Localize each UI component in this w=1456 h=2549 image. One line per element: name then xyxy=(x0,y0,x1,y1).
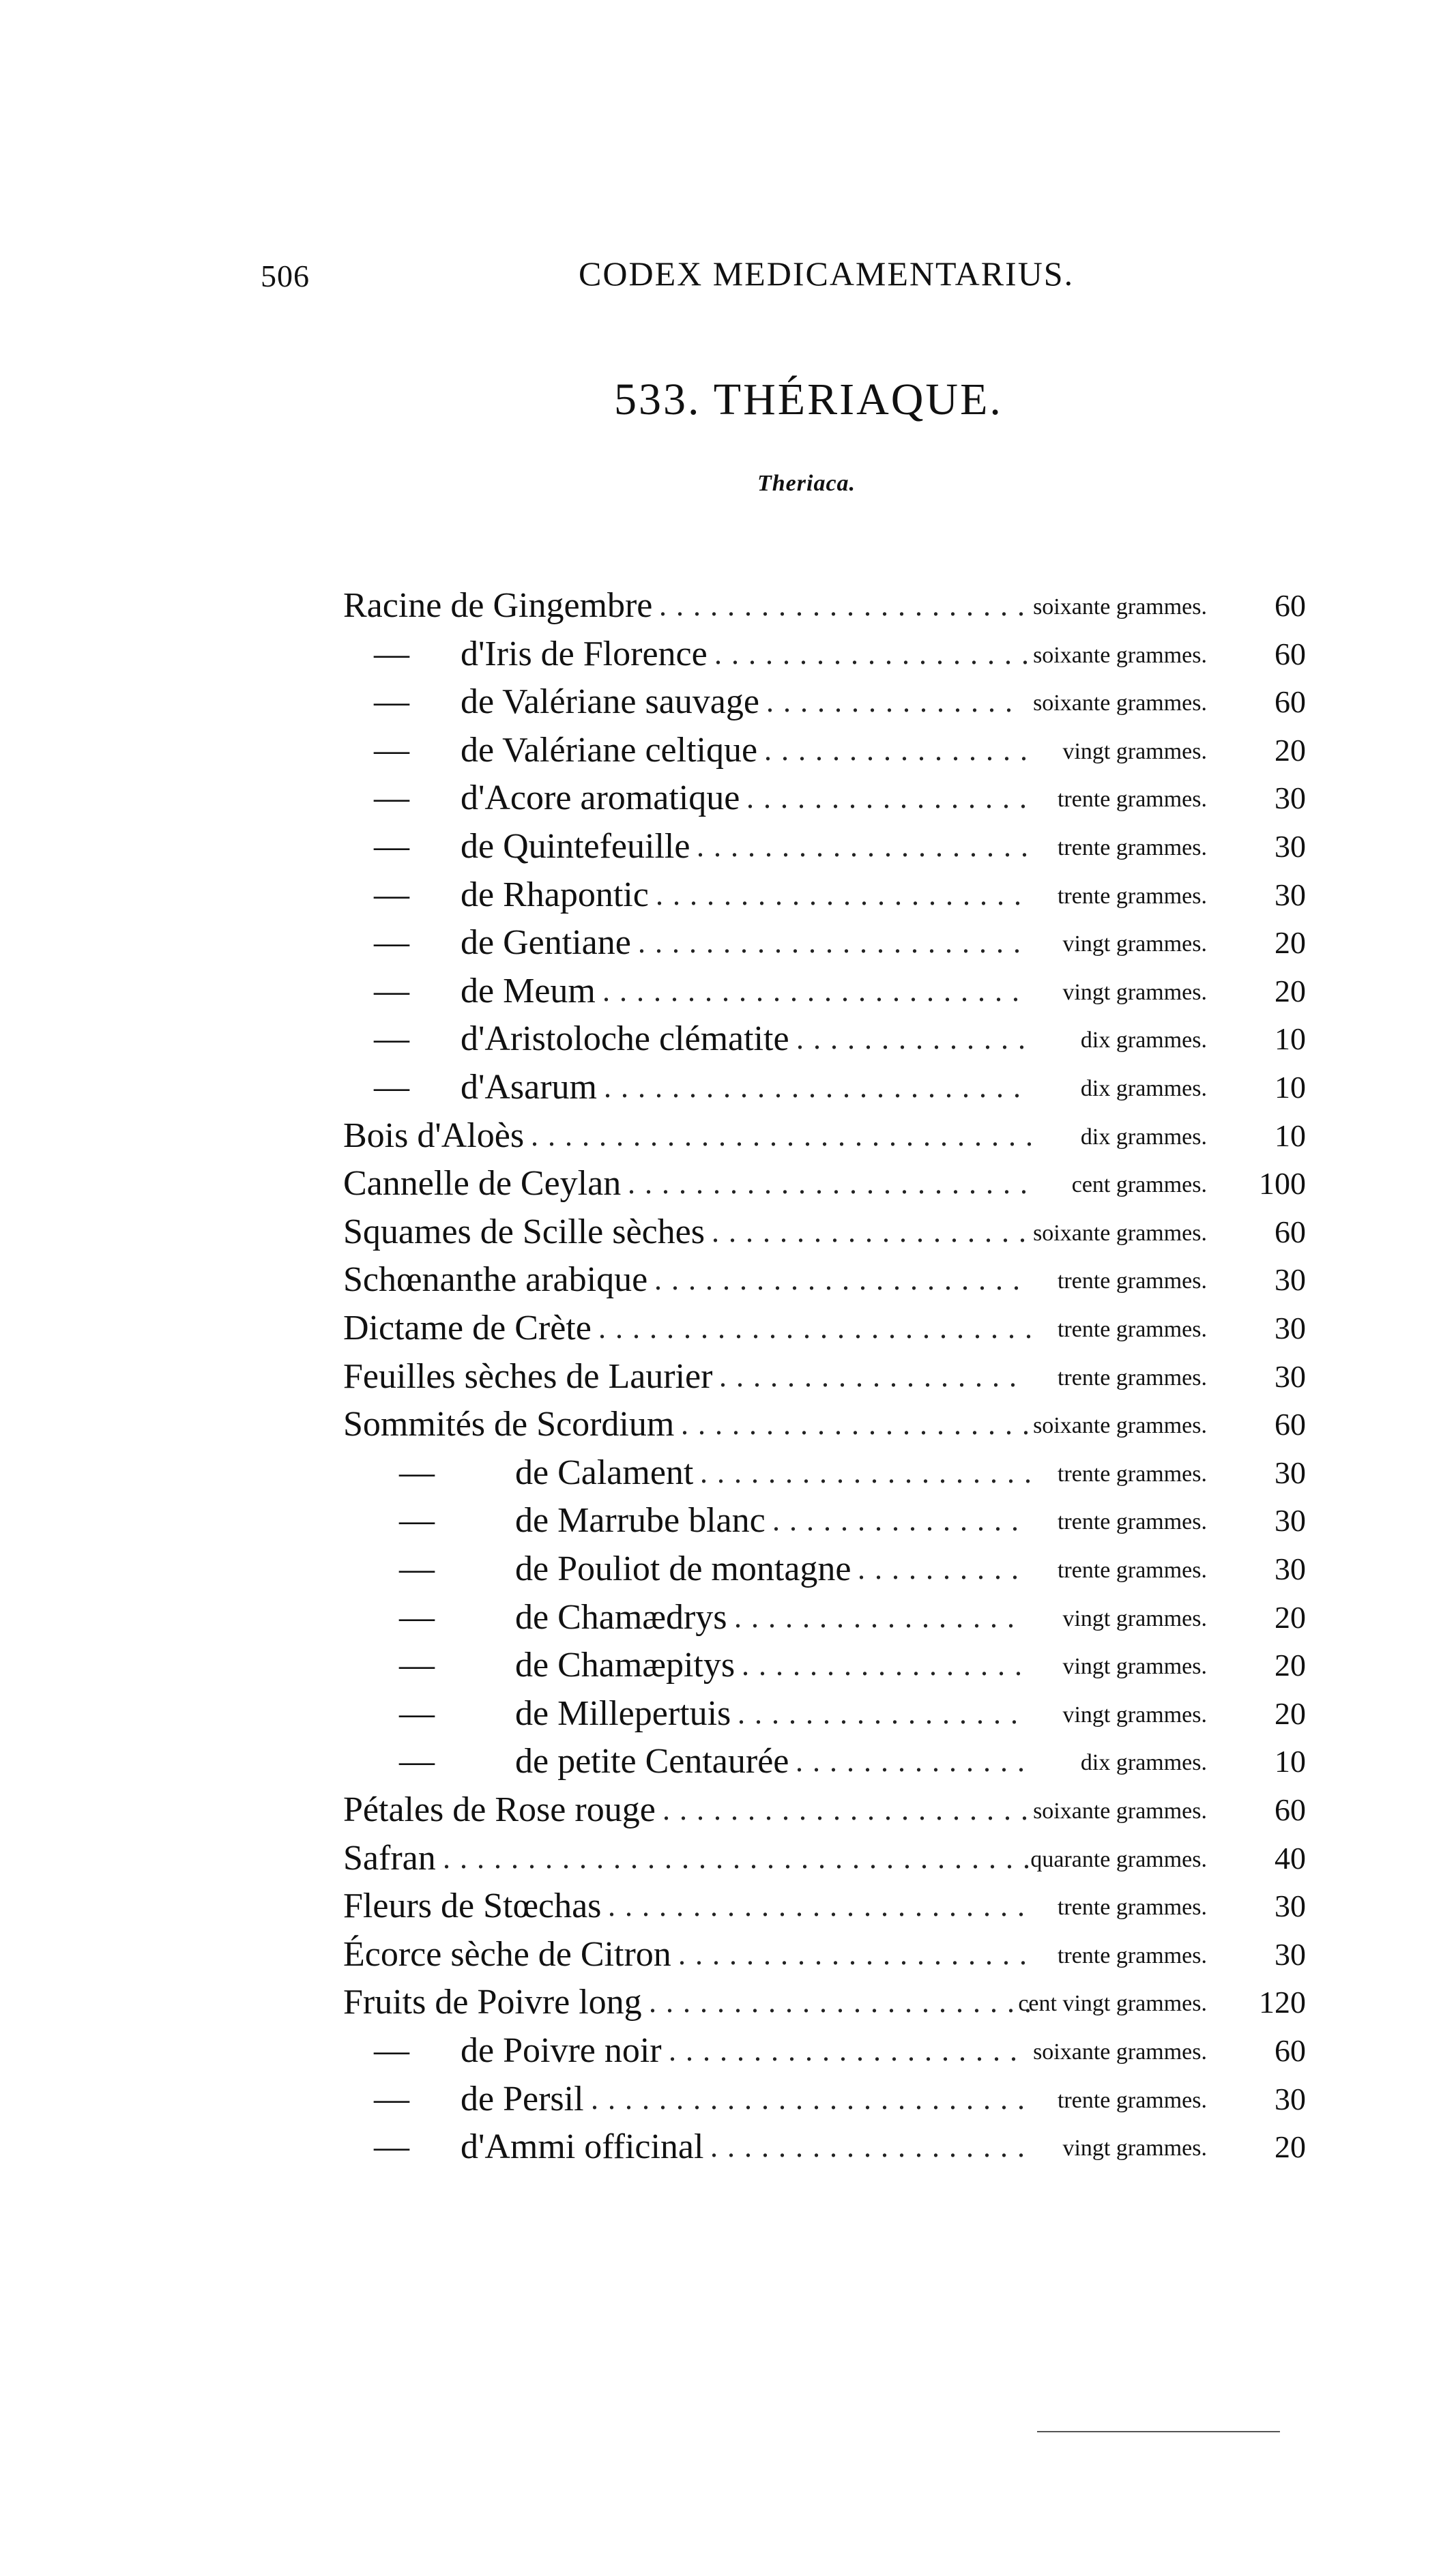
quantity-grams: 30 xyxy=(1275,1889,1306,1924)
quantity-grams: 30 xyxy=(1275,1311,1306,1345)
quantity-grams: 60 xyxy=(1275,1792,1306,1827)
ingredient-row xyxy=(0,1690,1456,1738)
quantity-in-words: soixante grammes. xyxy=(1033,1220,1207,1246)
ingredient-name: d'Asarum xyxy=(461,1068,598,1107)
quantity-in-words: trente grammes. xyxy=(1057,883,1207,909)
ingredient-row xyxy=(0,1112,1456,1160)
quantity-in-words: soixante grammes. xyxy=(1033,2039,1207,2065)
ingredient-name: de Chamædrys xyxy=(515,1597,727,1637)
ingredient-name: Dictame de Crète xyxy=(343,1309,592,1348)
dot-leader: .............. xyxy=(796,1745,1034,1779)
quantity-grams: 30 xyxy=(1275,1552,1306,1586)
ingredient-row xyxy=(0,1786,1456,1834)
ingredient-name: Safran xyxy=(343,1838,436,1878)
ingredient-name: d'Acore aromatique xyxy=(461,778,740,818)
ingredient-row xyxy=(0,871,1456,919)
ditto-dash: — xyxy=(399,1501,435,1541)
ingredient-name: Cannelle de Ceylan xyxy=(343,1164,622,1204)
ingredient-row xyxy=(0,630,1456,678)
quantity-grams: 20 xyxy=(1275,1599,1306,1635)
ingredient-name: Écorce sèche de Citron xyxy=(343,1934,671,1974)
quantity-in-words: soixante grammes. xyxy=(1033,1798,1207,1824)
ingredient-name: Fleurs de Stœchas xyxy=(343,1887,602,1926)
ditto-dash: — xyxy=(374,827,409,866)
dot-leader: ................. xyxy=(734,1600,1024,1634)
dot-leader: ..................... xyxy=(669,2034,1027,2067)
ingredient-name: de Meum xyxy=(461,971,596,1010)
ditto-dash: — xyxy=(399,1597,435,1637)
ingredient-name: de Persil xyxy=(461,2079,584,2118)
ingredient-name: d'Ammi officinal xyxy=(461,2127,704,2167)
dot-leader: ................... xyxy=(712,1214,1036,1249)
quantity-in-words: vingt grammes. xyxy=(1062,738,1207,764)
ingredient-row xyxy=(0,1449,1456,1497)
ingredient-row xyxy=(0,1882,1456,1930)
quantity-in-words: trente grammes. xyxy=(1057,1942,1207,1968)
dot-leader: .................... xyxy=(697,830,1038,863)
dot-leader: ...................... xyxy=(654,1263,1030,1297)
ingredient-row xyxy=(0,1353,1456,1401)
quantity-grams: 30 xyxy=(1275,1455,1306,1490)
quantity-in-words: trente grammes. xyxy=(1057,1509,1207,1535)
quantity-grams: 10 xyxy=(1275,1744,1306,1779)
quantity-grams: 30 xyxy=(1275,1358,1306,1394)
ditto-dash: — xyxy=(374,682,409,722)
dot-leader: ................... xyxy=(714,637,1038,671)
ingredient-row xyxy=(0,2027,1456,2075)
running-head: CODEX MEDICAMENTARIUS. xyxy=(579,254,1075,293)
dot-leader: ...................... xyxy=(656,877,1031,912)
quantity-grams: 30 xyxy=(1275,781,1306,816)
dot-leader: ......................... xyxy=(608,1889,1034,1923)
dot-leader: ..................... xyxy=(681,1408,1039,1442)
quantity-in-words: soixante grammes. xyxy=(1033,1413,1207,1439)
dot-leader: .............. xyxy=(796,1022,1035,1056)
ingredient-row xyxy=(0,678,1456,726)
quantity-in-words: vingt grammes. xyxy=(1062,979,1207,1005)
ditto-dash: — xyxy=(374,2079,409,2118)
quantity-grams: 60 xyxy=(1275,1407,1306,1442)
dot-leader: ................................... xyxy=(443,1841,1040,1875)
ingredient-name: de Poivre noir xyxy=(461,2031,662,2070)
ingredient-name: de Valériane sauvage xyxy=(461,682,759,722)
ingredient-row xyxy=(0,1642,1456,1689)
quantity-grams: 60 xyxy=(1275,588,1306,623)
dot-leader: ........................ xyxy=(628,1167,1037,1201)
quantity-in-words: dix grammes. xyxy=(1080,1124,1207,1150)
quantity-grams: 20 xyxy=(1275,1695,1306,1731)
dot-leader: ..................... xyxy=(678,1937,1036,1971)
dot-leader: .............................. xyxy=(531,1118,1043,1152)
quantity-in-words: trente grammes. xyxy=(1057,1365,1207,1390)
quantity-in-words: trente grammes. xyxy=(1057,835,1207,860)
ditto-dash: — xyxy=(374,875,409,914)
ingredient-row xyxy=(0,1015,1456,1063)
dot-leader: ................. xyxy=(742,1648,1032,1683)
quantity-in-words: vingt grammes. xyxy=(1062,2136,1207,2161)
ingredient-name: d'Aristoloche clématite xyxy=(461,1019,789,1059)
ditto-dash: — xyxy=(399,1549,435,1588)
quantity-grams: 20 xyxy=(1275,973,1306,1008)
section-title: 533. THÉRIAQUE. xyxy=(614,375,1003,424)
ingredient-row xyxy=(0,823,1456,871)
quantity-in-words: dix grammes. xyxy=(1080,1750,1207,1776)
dot-leader: ...................... xyxy=(659,589,1034,622)
quantity-grams: 60 xyxy=(1275,636,1306,671)
ingredient-row xyxy=(0,1401,1456,1448)
dot-leader: ................... xyxy=(710,2130,1034,2164)
ditto-dash: — xyxy=(374,2031,409,2070)
ingredient-row xyxy=(0,1064,1456,1111)
dot-leader: .................. xyxy=(719,1359,1026,1393)
quantity-in-words: trente grammes. xyxy=(1057,1461,1207,1487)
quantity-in-words: trente grammes. xyxy=(1057,1895,1207,1921)
ingredient-name: de Marrube blanc xyxy=(515,1501,766,1541)
quantity-in-words: vingt grammes. xyxy=(1062,1702,1207,1728)
dot-leader: .................... xyxy=(700,1455,1041,1489)
ingredient-row xyxy=(0,727,1456,774)
ingredient-row xyxy=(0,919,1456,967)
quantity-grams: 30 xyxy=(1275,877,1306,912)
ingredient-row xyxy=(0,1256,1456,1304)
ingredient-name: de Millepertuis xyxy=(515,1693,731,1733)
ingredient-row xyxy=(0,1545,1456,1593)
ingredient-row xyxy=(0,1160,1456,1208)
ingredient-name: de Gentiane xyxy=(461,923,631,963)
ingredient-row xyxy=(0,967,1456,1015)
dot-leader: ................. xyxy=(746,781,1036,815)
quantity-grams: 20 xyxy=(1275,732,1306,768)
ingredient-row xyxy=(0,1979,1456,2026)
ditto-dash: — xyxy=(374,2127,409,2167)
quantity-in-words: vingt grammes. xyxy=(1062,1605,1207,1631)
quantity-in-words: trente grammes. xyxy=(1057,1317,1207,1342)
ingredient-name: Bois d'Aloès xyxy=(343,1116,525,1155)
quantity-grams: 10 xyxy=(1275,1118,1306,1153)
quantity-in-words: soixante grammes. xyxy=(1033,690,1207,716)
dot-leader: ...................... xyxy=(663,1793,1038,1826)
quantity-in-words: cent grammes. xyxy=(1071,1172,1207,1198)
ingredient-name: de Valériane celtique xyxy=(461,730,758,770)
ditto-dash: — xyxy=(399,1693,435,1733)
ditto-dash: — xyxy=(374,1019,409,1059)
quantity-in-words: trente grammes. xyxy=(1057,1558,1207,1583)
dot-leader: .......................... xyxy=(591,2082,1034,2116)
dot-leader: ......................... xyxy=(604,1070,1030,1104)
ingredient-name: Squames de Scille sèches xyxy=(343,1212,705,1251)
ingredient-name: de Pouliot de montagne xyxy=(515,1549,851,1588)
dot-leader: ................. xyxy=(738,1696,1028,1730)
quantity-grams: 30 xyxy=(1275,2081,1306,2116)
quantity-in-words: quarante grammes. xyxy=(1030,1846,1207,1872)
quantity-in-words: soixante grammes. xyxy=(1033,642,1207,668)
latin-title: Theriaca. xyxy=(757,471,856,496)
quantity-grams: 30 xyxy=(1275,1503,1306,1539)
quantity-in-words: vingt grammes. xyxy=(1062,1654,1207,1680)
ingredient-name: d'Iris de Florence xyxy=(461,634,708,673)
ditto-dash: — xyxy=(374,1068,409,1107)
ditto-dash: — xyxy=(374,778,409,818)
quantity-grams: 30 xyxy=(1275,829,1306,864)
ingredient-name: de Quintefeuille xyxy=(461,827,690,866)
ingredient-row xyxy=(0,1835,1456,1882)
ingredient-row xyxy=(0,1305,1456,1352)
ingredient-row xyxy=(0,774,1456,822)
ditto-dash: — xyxy=(374,923,409,963)
quantity-grams: 20 xyxy=(1275,925,1306,961)
ditto-dash: — xyxy=(399,1742,435,1781)
ingredient-name: de petite Centaurée xyxy=(515,1742,789,1781)
quantity-in-words: vingt grammes. xyxy=(1062,931,1207,957)
dot-leader: ................ xyxy=(764,733,1037,767)
dot-leader: ......................... xyxy=(602,974,1029,1008)
ingredient-row xyxy=(0,1931,1456,1979)
quantity-grams: 30 xyxy=(1275,1936,1306,1972)
quantity-grams: 120 xyxy=(1259,1985,1306,2020)
ingredient-row xyxy=(0,1497,1456,1545)
ingredient-row xyxy=(0,2075,1456,2123)
dot-leader: ....................... xyxy=(638,926,1030,960)
footer-rule xyxy=(1037,2431,1280,2432)
ditto-dash: — xyxy=(374,971,409,1010)
ditto-dash: — xyxy=(374,634,409,673)
ingredient-row xyxy=(0,582,1456,630)
dot-leader: ............... xyxy=(766,685,1022,719)
ingredient-name: Pétales de Rose rouge xyxy=(343,1790,656,1829)
quantity-in-words: trente grammes. xyxy=(1057,787,1207,813)
ingredient-name: Schœnanthe arabique xyxy=(343,1260,648,1300)
ingredient-row xyxy=(0,1738,1456,1786)
ingredient-name: Sommités de Scordium xyxy=(343,1405,675,1444)
quantity-in-words: cent vingt grammes. xyxy=(1018,1991,1207,2017)
quantity-grams: 60 xyxy=(1275,1214,1306,1249)
quantity-grams: 20 xyxy=(1275,1648,1306,1683)
dot-leader: ....................... xyxy=(649,1985,1041,2020)
quantity-grams: 10 xyxy=(1275,1070,1306,1105)
ingredient-name: de Rhapontic xyxy=(461,875,649,914)
page-number: 506 xyxy=(261,259,310,293)
quantity-grams: 20 xyxy=(1275,2129,1306,2165)
ditto-dash: — xyxy=(374,730,409,770)
quantity-grams: 100 xyxy=(1259,1166,1306,1201)
quantity-grams: 40 xyxy=(1275,1840,1306,1876)
quantity-grams: 60 xyxy=(1275,2033,1306,2068)
ditto-dash: — xyxy=(399,1646,435,1685)
quantity-grams: 60 xyxy=(1275,684,1306,720)
dot-leader: .......................... xyxy=(598,1311,1042,1345)
quantity-in-words: dix grammes. xyxy=(1080,1076,1207,1101)
ingredient-name: Feuilles sèches de Laurier xyxy=(343,1356,713,1396)
dot-leader: ............... xyxy=(772,1504,1028,1538)
ingredient-name: de Calament xyxy=(515,1453,694,1492)
ingredient-name: Racine de Gingembre xyxy=(343,586,653,625)
ingredient-name: de Chamæpitys xyxy=(515,1646,736,1685)
ingredient-row xyxy=(0,1594,1456,1642)
quantity-grams: 30 xyxy=(1275,1262,1306,1298)
ingredient-row xyxy=(0,2123,1456,2171)
quantity-grams: 10 xyxy=(1275,1021,1306,1057)
ingredient-row xyxy=(0,1208,1456,1256)
quantity-in-words: dix grammes. xyxy=(1080,1028,1207,1053)
ditto-dash: — xyxy=(399,1453,435,1492)
dot-leader: .......... xyxy=(858,1552,1028,1586)
ingredient-name: Fruits de Poivre long xyxy=(343,1983,642,2022)
quantity-in-words: trente grammes. xyxy=(1057,1268,1207,1294)
quantity-in-words: soixante grammes. xyxy=(1033,594,1207,620)
quantity-in-words: trente grammes. xyxy=(1057,2087,1207,2113)
